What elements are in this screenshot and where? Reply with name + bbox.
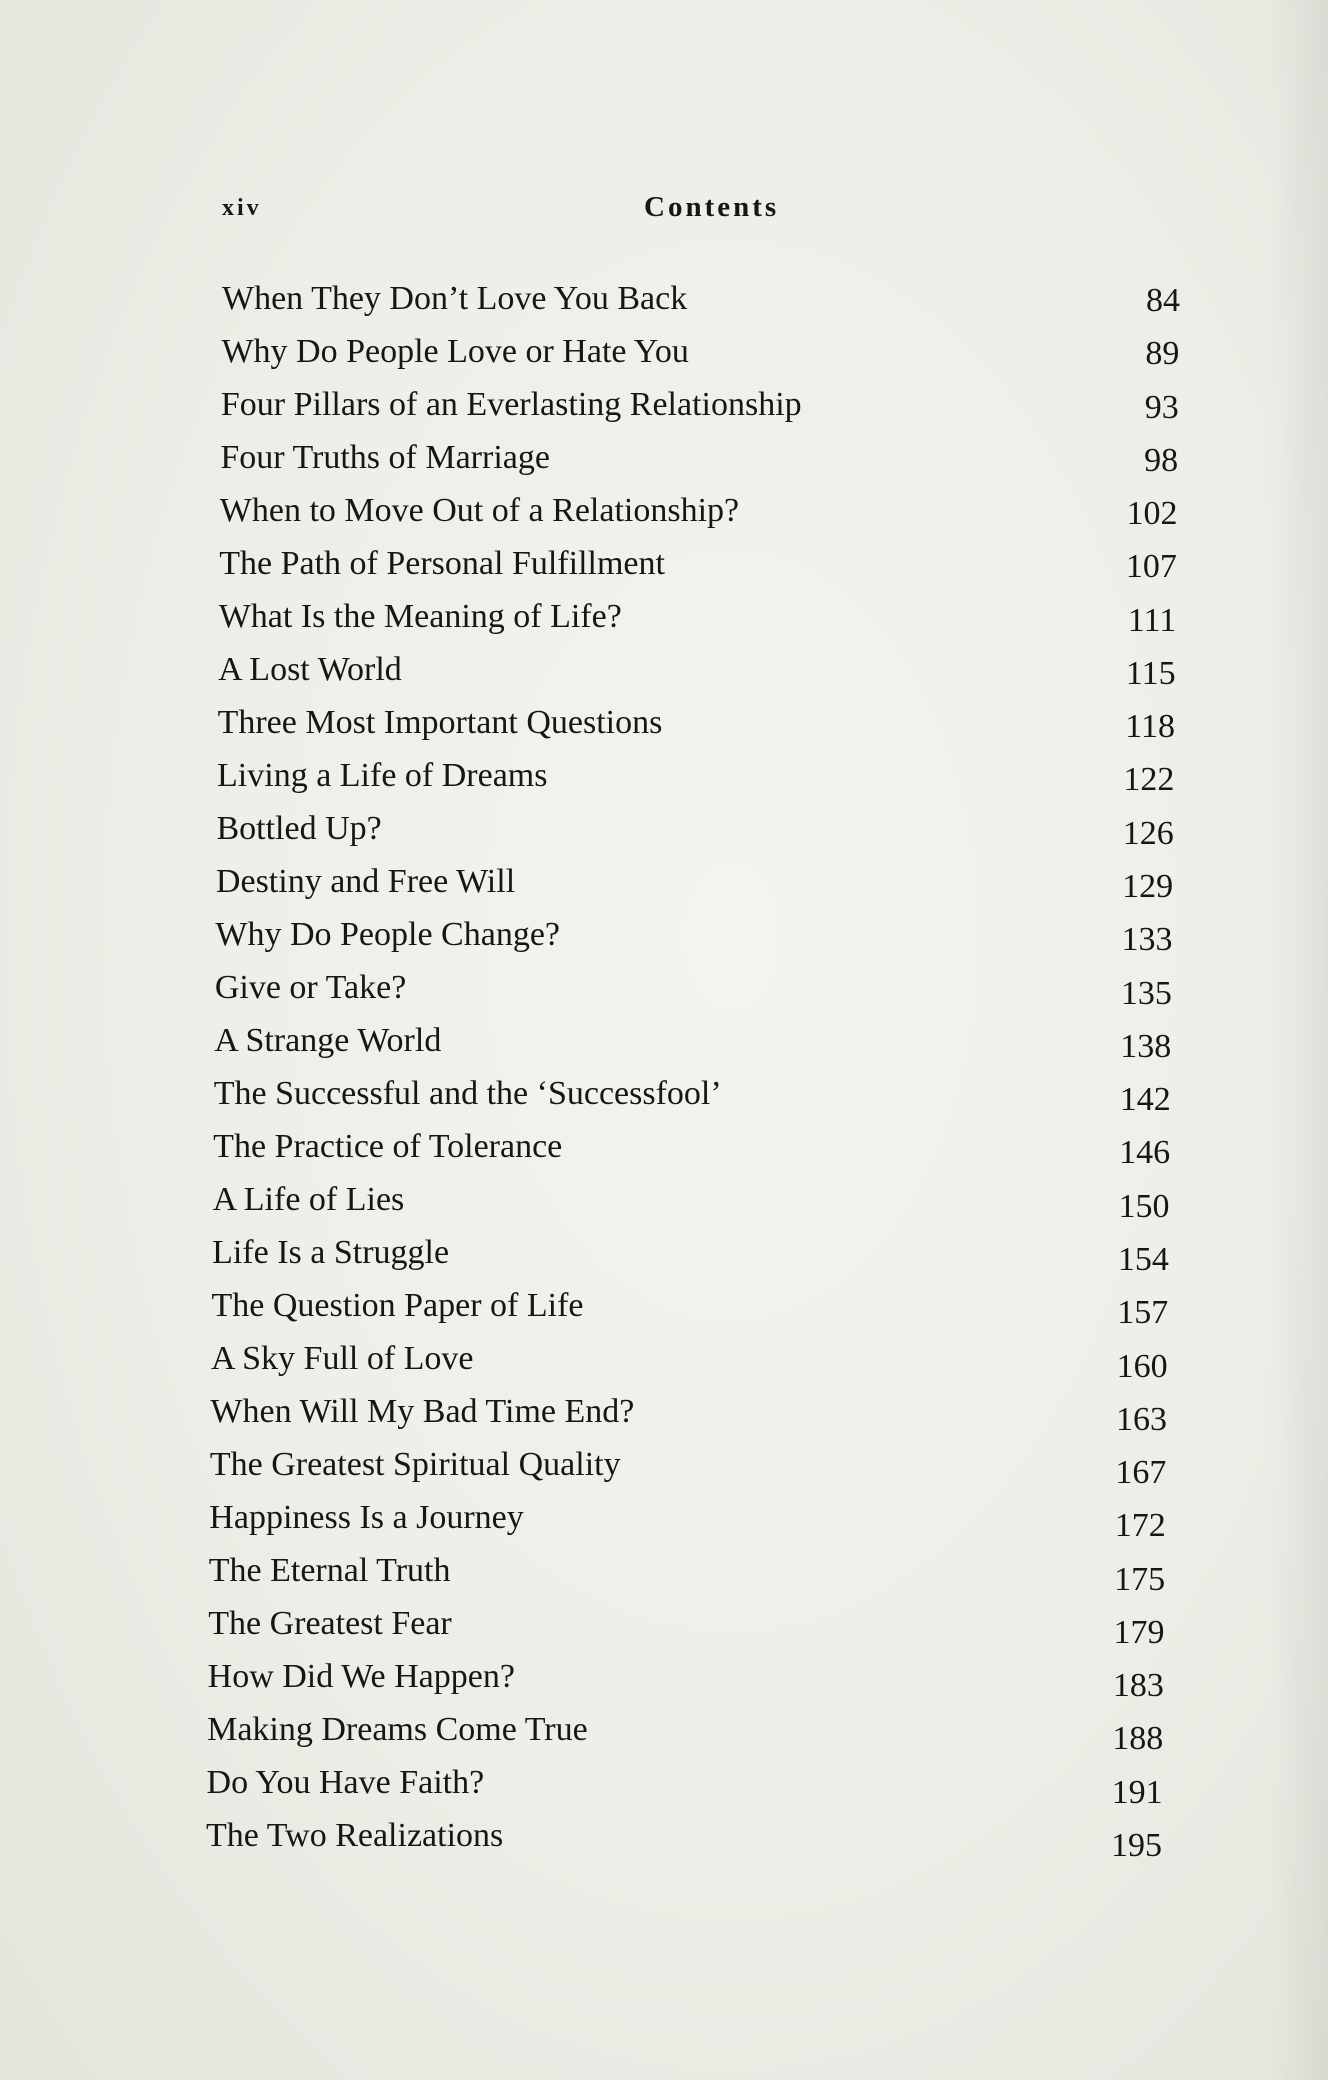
toc-entry-page-number: 84 [1146, 282, 1180, 319]
toc-entry [0, 590, 1328, 643]
toc-entry-title: Making Dreams Come True [207, 1711, 588, 1748]
toc-entry-title: The Practice of Tolerance [213, 1128, 563, 1165]
toc-entry [0, 325, 1328, 378]
toc-entry [0, 1332, 1328, 1385]
toc-entry-title: A Strange World [214, 1022, 442, 1059]
toc-entry [0, 696, 1328, 749]
toc-entry-title: When to Move Out of a Relationship? [219, 492, 740, 529]
toc-entry-title: Life Is a Struggle [212, 1234, 450, 1271]
toc-entry [0, 749, 1328, 802]
toc-entry-title: A Life of Lies [212, 1181, 405, 1218]
toc-entry [0, 1226, 1328, 1279]
toc-entry-title: The Path of Personal Fulfillment [219, 545, 665, 582]
toc-entry-title: Bottled Up? [216, 810, 382, 847]
toc-entry-title: Happiness Is a Journey [209, 1499, 524, 1536]
toc-entry-title: Destiny and Free Will [215, 863, 516, 900]
toc-entry-page-number: 150 [1118, 1188, 1170, 1225]
toc-entry-page-number: 160 [1116, 1348, 1168, 1385]
toc-entry-title: When Will My Bad Time End? [210, 1393, 635, 1430]
toc-entry [0, 537, 1328, 590]
toc-entry-title: Why Do People Change? [215, 916, 561, 953]
toc-entry [0, 1385, 1328, 1438]
toc-entry-page-number: 183 [1112, 1667, 1164, 1704]
toc-entry-page-number: 179 [1113, 1614, 1165, 1651]
toc-entry [0, 1014, 1328, 1067]
toc-entry-page-number: 115 [1125, 655, 1176, 692]
toc-entry-title: Three Most Important Questions [217, 704, 663, 741]
toc-entry-page-number: 111 [1127, 602, 1177, 639]
toc-entry [0, 1067, 1328, 1120]
toc-entry-page-number: 195 [1111, 1827, 1162, 1864]
toc-entry [0, 802, 1328, 855]
toc-entry-title: The Two Realizations [206, 1817, 504, 1854]
toc-entry-title: Why Do People Love or Hate You [221, 333, 689, 370]
toc-entry-page-number: 188 [1112, 1720, 1164, 1757]
toc-entry [0, 1650, 1328, 1703]
toc-entry-title: A Sky Full of Love [210, 1340, 474, 1377]
toc-entry [0, 961, 1328, 1014]
toc-entry-title: Four Truths of Marriage [220, 439, 550, 476]
toc-entry-page-number: 118 [1125, 708, 1176, 745]
toc-entry-page-number: 102 [1126, 495, 1178, 532]
toc-entry-page-number: 93 [1144, 389, 1179, 426]
toc-entry-page-number: 172 [1114, 1507, 1166, 1544]
toc-entry [0, 1120, 1328, 1173]
toc-entry-page-number: 126 [1122, 815, 1174, 852]
toc-entry [0, 908, 1328, 961]
toc-entry-page-number: 89 [1145, 335, 1180, 372]
toc-entry-title: How Did We Happen? [207, 1658, 515, 1695]
toc-entry [0, 1597, 1328, 1650]
toc-entry [0, 378, 1328, 431]
toc-entry-page-number: 135 [1120, 975, 1172, 1012]
toc-entry-title: A Lost World [218, 651, 402, 688]
toc-entry-title: The Successful and the ‘Successfool’ [213, 1075, 722, 1112]
toc-entry [0, 1703, 1328, 1756]
toc-entry-title: Living a Life of Dreams [217, 757, 548, 794]
toc-entry [0, 1756, 1328, 1809]
toc-entry-page-number: 154 [1117, 1241, 1169, 1278]
toc-entry-title: Do You Have Faith? [206, 1764, 485, 1801]
toc-entry-page-number: 175 [1114, 1561, 1166, 1598]
toc-entry-title: The Greatest Spiritual Quality [209, 1446, 621, 1483]
toc-entry [0, 1173, 1328, 1226]
toc-entry-title: When They Don’t Love You Back [222, 280, 688, 317]
toc-entry [0, 431, 1328, 484]
toc-entry-page-number: 163 [1115, 1401, 1167, 1438]
toc-entry-page-number: 122 [1123, 761, 1175, 798]
toc-entry-page-number: 157 [1117, 1294, 1169, 1331]
toc-entry-page-number: 146 [1119, 1134, 1171, 1171]
toc-entry [0, 1809, 1328, 1862]
toc-entry-title: The Eternal Truth [208, 1552, 451, 1589]
toc-entry-page-number: 142 [1119, 1081, 1171, 1118]
toc-entry-page-number: 138 [1120, 1028, 1172, 1065]
page-number: xiv [222, 195, 262, 221]
toc-entry-page-number: 167 [1115, 1454, 1167, 1491]
toc-entry [0, 855, 1328, 908]
toc-entry-title: Four Pillars of an Everlasting Relationship [220, 386, 802, 423]
toc-entry-page-number: 98 [1144, 442, 1179, 479]
page-title: Contents [644, 191, 780, 223]
running-head [220, 191, 1140, 235]
toc-entry-page-number: 107 [1125, 548, 1177, 585]
toc-entry-page-number: 133 [1121, 921, 1173, 958]
toc-entry-page-number: 191 [1111, 1774, 1163, 1811]
toc-entry-title: The Greatest Fear [208, 1605, 452, 1642]
toc-entry [0, 484, 1328, 537]
toc-entry [0, 272, 1328, 325]
toc-entry [0, 1438, 1328, 1491]
toc-entry-page-number: 129 [1122, 868, 1174, 905]
toc-entry-title: What Is the Meaning of Life? [218, 598, 622, 635]
toc-entry [0, 643, 1328, 696]
toc-entry [0, 1279, 1328, 1332]
toc-entry-title: Give or Take? [214, 969, 407, 1006]
toc-entry-title: The Question Paper of Life [211, 1287, 584, 1324]
toc-entry [0, 1491, 1328, 1544]
toc-entry [0, 1544, 1328, 1597]
